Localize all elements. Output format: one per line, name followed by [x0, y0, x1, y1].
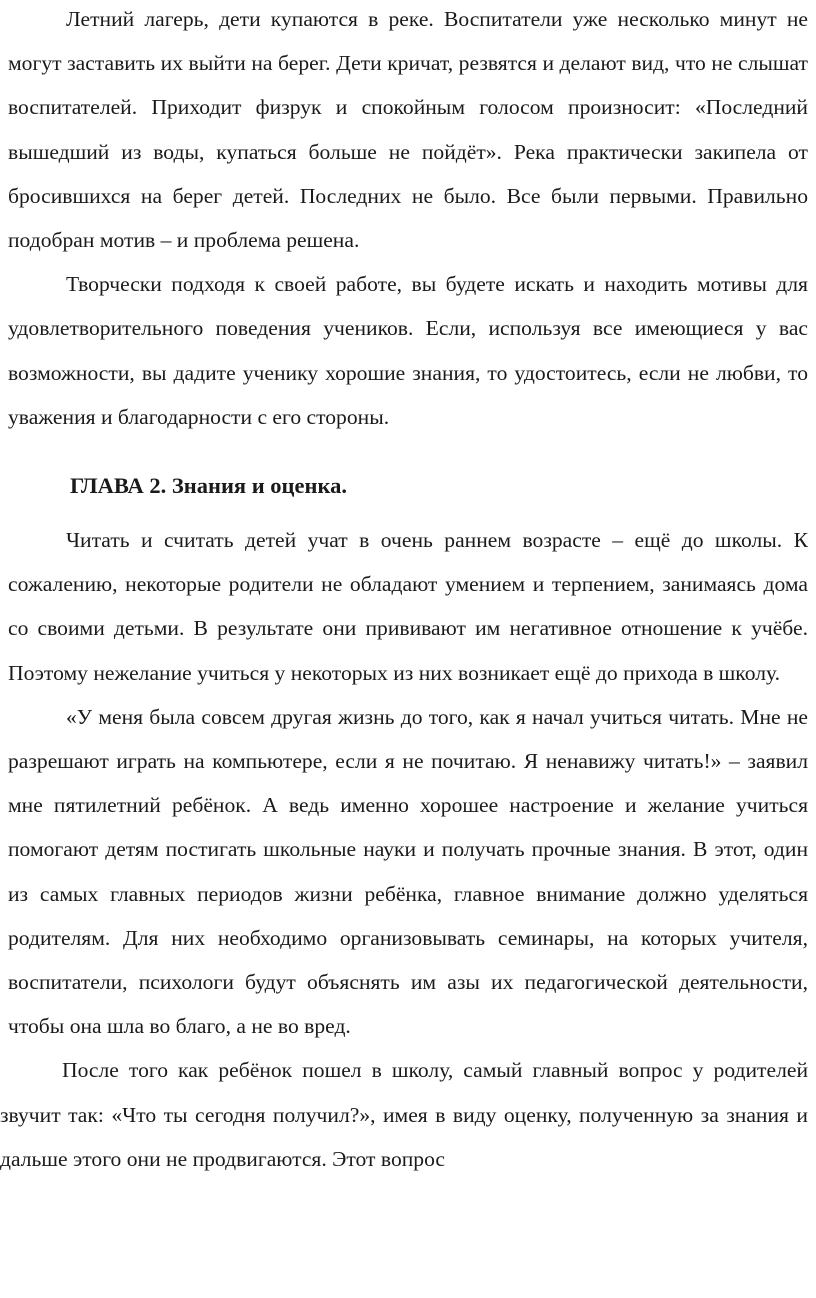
paragraph-creative-approach: Творчески подходя к своей работе, вы будете искать и находить мотивы для удовлетворительного поведения учеников. Если, используя все имеющиеся у вас возможности, вы дадите ученику хорошие знания, то удостоитесь, если не любви, то уважения и благодарности с его стороны. — [8, 272, 808, 429]
paragraph-reading-counting: Читать и считать детей учат в очень раннем возрасте – ещё до школы. К сожалению, некоторые родители не обладают умением и терпением, занимаясь дома со своими детьми. В результате они прививают им негативное отношение к учёбе. Поэтому нежелание учиться у некоторых из них возникает ещё до прихода в школу. — [8, 528, 808, 685]
paragraph-child-quote: «У меня была совсем другая жизнь до того, как я начал учиться читать. Мне не разрешают играть на компьютере, если я не почитаю. Я ненавижу читать!» – заявил мне пятилетний ребёнок. А ведь именно хорошее настроение и желание учиться помогают детям постигать школьные науки и получать прочные знания. В этот, один из самых главных периодов жизни ребёнка, главное внимание должно уделяться родителям. Для них необходимо организовывать семинары, на которых учителя, воспитатели, психологи будут объяснять им азы их педагогической деятельности, чтобы она шла во благо, а не во вред. — [8, 704, 808, 1039]
chapter-heading: ГЛАВА 2. Знания и оценка. — [70, 473, 347, 499]
paragraph-summer-camp: Летний лагерь, дети купаются в реке. Воспитатели уже несколько минут не могут заставить их выйти на берег. Дети кричат, резвятся и делают вид, что не слышат воспитателей. Приходит физрук и спокойным голосом произносит: «Последний вышедший из воды, купаться больше не пойдёт». Река практически закипела от бросившихся на берег детей. Последних не было. Все были первыми. Правильно подобран мотив – и проблема решена. — [8, 7, 808, 253]
paragraph-after-school: После того как ребёнок пошел в школу, самый главный вопрос у родителей звучит так: «Что ты сегодня получил?», имея в виду оценку, полученную за знания и дальше этого они не продвигаются. Этот вопрос — [0, 1058, 808, 1171]
